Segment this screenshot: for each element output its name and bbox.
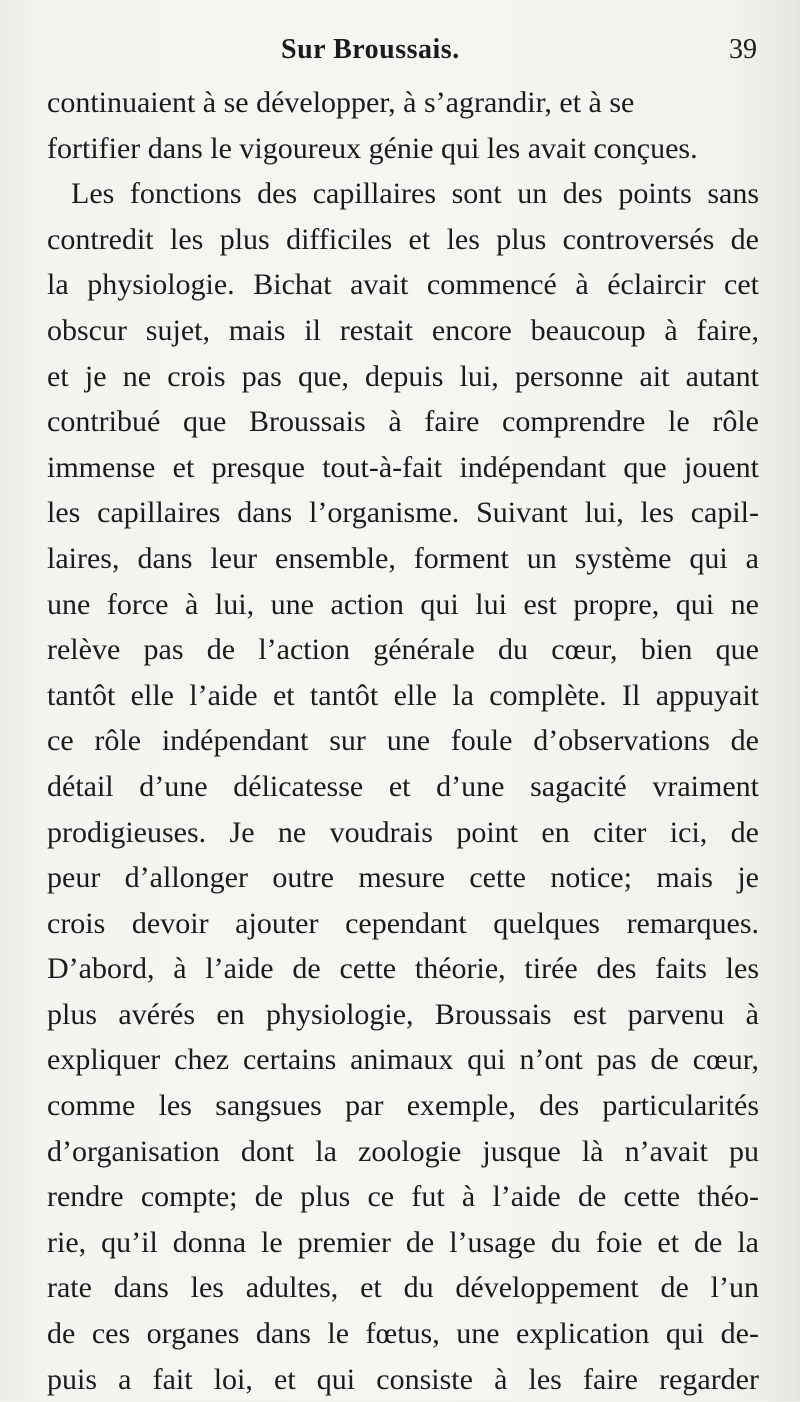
- text-line: fortifier dans le vigoureux génie qui les avait conçues.: [47, 131, 698, 165]
- text-line: d’organisation dont la zoologie jusque là n’avait pu: [47, 1134, 759, 1168]
- text-line: une force à lui, une action qui lui est propre, qui ne: [47, 587, 759, 621]
- page-number: 39: [729, 34, 757, 65]
- text-line: crois devoir ajouter cependant quelques remarques.: [47, 906, 759, 940]
- text-line: expliquer chez certains animaux qui n’ont pas de cœur,: [47, 1043, 759, 1077]
- text-line: tantôt elle l’aide et tantôt elle la complète. Il appuyait: [47, 678, 759, 712]
- text-line: relève pas de l’action générale du cœur, bien que: [47, 633, 759, 667]
- text-line: de ces organes dans le fœtus, une explication qui de-: [47, 1317, 759, 1351]
- text-line: contribué que Broussais à faire comprendre le rôle: [47, 405, 759, 439]
- text-line: D’abord, à l’aide de cette théorie, tirée des faits les: [47, 952, 759, 986]
- running-head: [0, 34, 800, 74]
- text-line: obscur sujet, mais il restait encore beaucoup à faire,: [47, 313, 759, 347]
- text-line: détail d’une délicatesse et d’une sagacité vraiment: [47, 769, 759, 803]
- text-line: comme les sangsues par exemple, des particularités: [47, 1089, 759, 1123]
- text-line: rendre compte; de plus ce fut à l’aide de cette théo-: [47, 1180, 759, 1214]
- text-line: puis a fait loi, et qui consiste à les faire regarder: [47, 1362, 759, 1396]
- text-line: les capillaires dans l’organisme. Suivant lui, les capil-: [47, 496, 759, 530]
- text-line: peur d’allonger outre mesure cette notice; mais je: [47, 861, 759, 895]
- text-line: laires, dans leur ensemble, forment un système qui a: [47, 541, 759, 575]
- text-line: plus avérés en physiologie, Broussais est parvenu à: [47, 997, 759, 1031]
- body-text: [47, 80, 759, 1402]
- text-line: rie, qu’il donna le premier de l’usage du foie et de la: [47, 1225, 759, 1259]
- text-line: rate dans les adultes, et du développement de l’un: [47, 1271, 759, 1305]
- text-line: continuaient à se développer, à s’agrandir, et à se: [47, 86, 635, 119]
- text-line: Les fonctions des capillaires sont un des points sans: [71, 177, 759, 211]
- running-title: Sur Broussais.: [281, 34, 460, 65]
- text-line: et je ne crois pas que, depuis lui, personne ait autant: [47, 359, 759, 393]
- text-line: la physiologie. Bichat avait commencé à éclaircir cet: [47, 268, 759, 302]
- text-line: immense et presque tout-à-fait indépendant que jouent: [47, 450, 759, 484]
- text-line: prodigieuses. Je ne voudrais point en citer ici, de: [47, 815, 759, 849]
- text-line: contredit les plus difficiles et les plus controversés de: [47, 222, 759, 256]
- text-line: ce rôle indépendant sur une foule d’observations de: [47, 724, 759, 758]
